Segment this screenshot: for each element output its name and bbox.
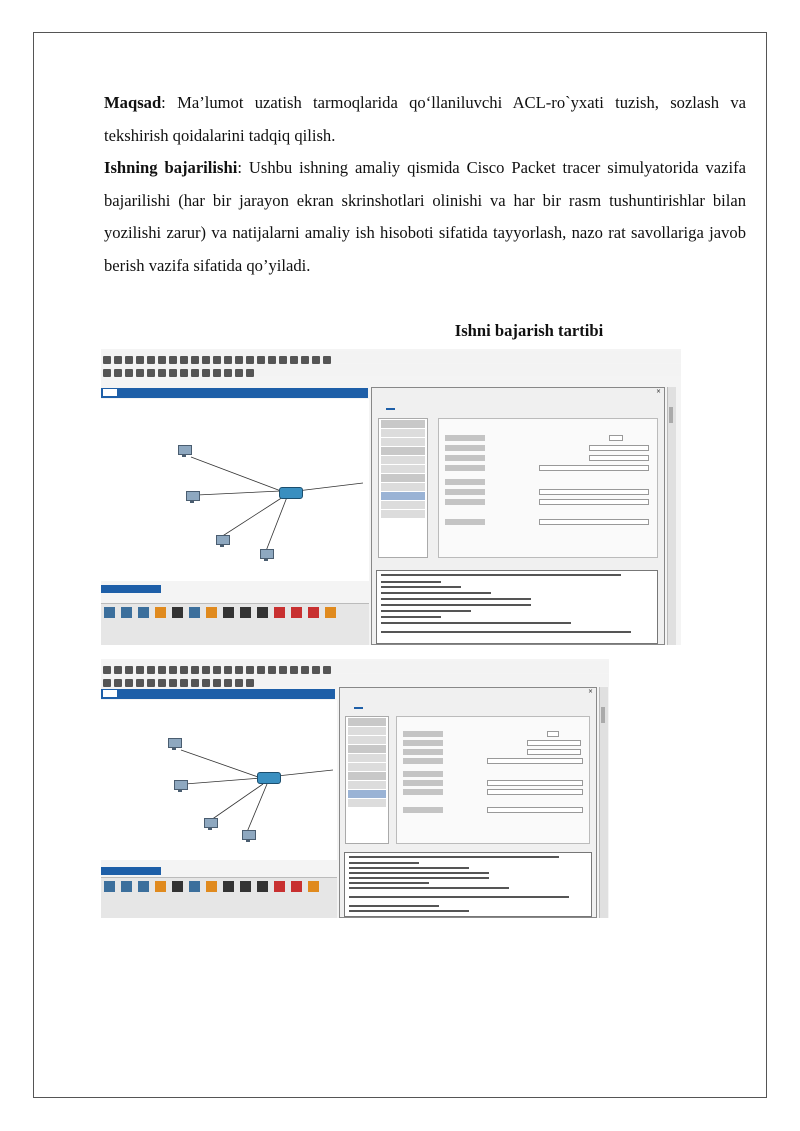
close-icon[interactable]: × [655,388,661,395]
section-heading: Ishni bajarish tartibi [454,321,604,340]
paragraph-execution [104,152,746,282]
workspace-tabbar [101,689,335,699]
execution-label: Ishning bajarilishi [104,158,238,177]
vertical-scrollbar[interactable] [599,687,608,918]
screenshot-packet-tracer-1 [101,349,681,645]
main-toolbar [101,351,681,363]
dialog-tabs [376,403,425,408]
realtime-bar [101,585,161,593]
pc-node-icon [259,549,273,561]
topology-links [101,399,369,581]
router-config-dialog [339,687,597,918]
topology-canvas [101,700,337,860]
close-icon[interactable]: × [587,688,593,695]
cli-console[interactable] [344,852,592,917]
goal-text: : Ma’lumot uzatish tarmoqlarida qo‘llaniluvchi ACL-ro`yxati tuzish, sozlash va tekshirish qoidalarini tadqiq qilish. [104,93,746,145]
interface-config-form [396,716,590,844]
pc-node-icon [203,818,217,830]
workspace-tabbar [101,388,368,398]
pc-node-icon [177,445,191,457]
device-palette [101,877,337,918]
pc-node-icon [241,830,255,842]
execution-text: : Ushbu ishning amaliy qismida Cisco Packet tracer simulyatorida vazifa bajarilishi (har bir jarayon ekran skrinshotlari olinishi va har bir rasm tushuntirishlar bilan yozilishi zarur) va natijalarni amaliy ish hisoboti sifatida tayyorlash, nazo rat savollariga javob berish vazifa sifatida qo’yiladi. [104,158,746,275]
goal-label: Maqsad [104,93,162,112]
topology-links [101,700,337,860]
screenshot-packet-tracer-2 [101,659,609,918]
dialog-tabs [344,702,393,707]
pc-node-icon [173,780,187,792]
interface-config-form [438,418,658,558]
pc-node-icon [185,491,199,503]
config-nav-list [345,716,389,844]
router-icon [279,487,303,499]
pc-node-icon [167,738,181,750]
secondary-toolbar [101,364,681,376]
vertical-scrollbar[interactable] [667,387,676,645]
router-icon [257,772,281,784]
device-palette [101,603,369,645]
pc-node-icon [215,535,229,547]
config-nav-list [378,418,428,558]
secondary-toolbar [101,674,609,686]
router-config-dialog [371,387,665,645]
realtime-bar [101,867,161,875]
topology-canvas [101,399,369,581]
cli-console[interactable] [376,570,658,644]
main-toolbar [101,661,609,673]
paragraph-goal [104,87,746,152]
